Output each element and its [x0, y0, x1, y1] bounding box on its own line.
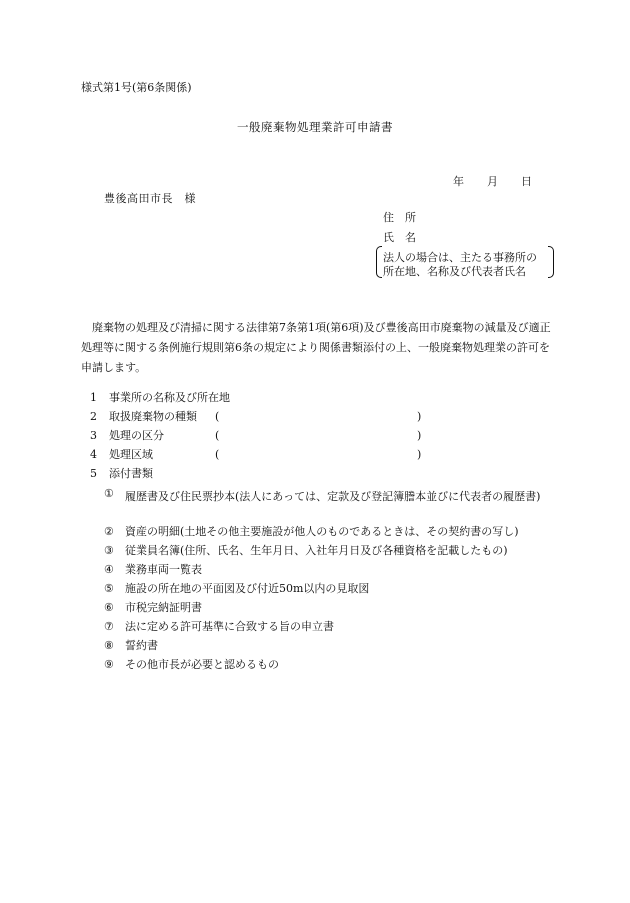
- close-paren: ): [417, 448, 422, 461]
- attachment-number: ⑧: [104, 639, 114, 652]
- date-year-label: 年: [453, 175, 464, 188]
- addressee: 豊後高田市長 様: [104, 192, 196, 205]
- attachment-text: 施設の所在地の平面図及び付近50m以内の見取図: [125, 582, 370, 595]
- close-paren: ): [417, 410, 422, 423]
- item-label: 処理区域: [109, 448, 153, 461]
- attachment-number: ①: [104, 487, 114, 500]
- item-label: 事業所の名称及び所在地: [109, 391, 230, 404]
- right-bracket: [548, 246, 554, 278]
- attachment-text: 市税完納証明書: [125, 601, 202, 614]
- item-number: 2: [90, 410, 97, 423]
- attachment-number: ⑦: [104, 620, 114, 633]
- item-label: 添付書類: [109, 467, 153, 480]
- form-number: 様式第1号(第6条関係): [81, 81, 192, 94]
- attachment-number: ④: [104, 563, 114, 576]
- attachment-number: ⑤: [104, 582, 114, 595]
- item-label: 処理の区分: [109, 429, 164, 442]
- date-day-label: 日: [521, 175, 532, 188]
- left-bracket: [376, 246, 382, 278]
- item-number: 3: [90, 429, 97, 442]
- corporate-note: [376, 246, 546, 278]
- document-title: 一般廃棄物処理業許可申請書: [237, 120, 393, 134]
- open-paren: (: [215, 410, 220, 423]
- attachment-text: 法に定める許可基準に合致する旨の申立書: [125, 620, 334, 633]
- applicant-name-label: 氏 名: [383, 231, 416, 244]
- item-number: 4: [90, 448, 97, 461]
- attachment-text: 資産の明細(土地その他主要施設が他人のものであるときは、その契約書の写し): [125, 525, 519, 538]
- item-number: 5: [90, 467, 97, 480]
- date-month-label: 月: [487, 175, 498, 188]
- item-number: 1: [90, 391, 97, 404]
- corporate-note-line1: 法人の場合は、主たる事務所の: [383, 251, 537, 264]
- corporate-note-line2: 所在地、名称及び代表者氏名: [383, 265, 526, 278]
- close-paren: ): [417, 429, 422, 442]
- attachment-text: 履歴書及び住民票抄本(法人にあっては、定款及び登記簿謄本並びに代表者の履歴書): [125, 490, 541, 503]
- attachment-number: ②: [104, 525, 114, 538]
- attachment-text: その他市長が必要と認めるもの: [125, 658, 279, 671]
- attachment-number: ⑥: [104, 601, 114, 614]
- open-paren: (: [215, 429, 220, 442]
- item-label: 取扱廃棄物の種類: [109, 410, 197, 423]
- application-statement: 廃棄物の処理及び清掃に関する法律第7条第1項(第6項)及び豊後高田市廃棄物の減量及び適正処理等に関する条例施行規則第6条の規定により関係書類添付の上、一般廃棄物処理業の許可を申請します。: [81, 321, 551, 374]
- open-paren: (: [215, 448, 220, 461]
- attachment-number: ③: [104, 544, 114, 557]
- attachment-text: 従業員名簿(住所、氏名、生年月日、入社年月日及び各種資格を記載したもの): [125, 544, 508, 557]
- attachment-text: 業務車両一覧表: [125, 563, 202, 576]
- attachment-text: 誓約書: [125, 639, 158, 652]
- applicant-address-label: 住 所: [383, 211, 416, 224]
- attachment-number: ⑨: [104, 658, 114, 671]
